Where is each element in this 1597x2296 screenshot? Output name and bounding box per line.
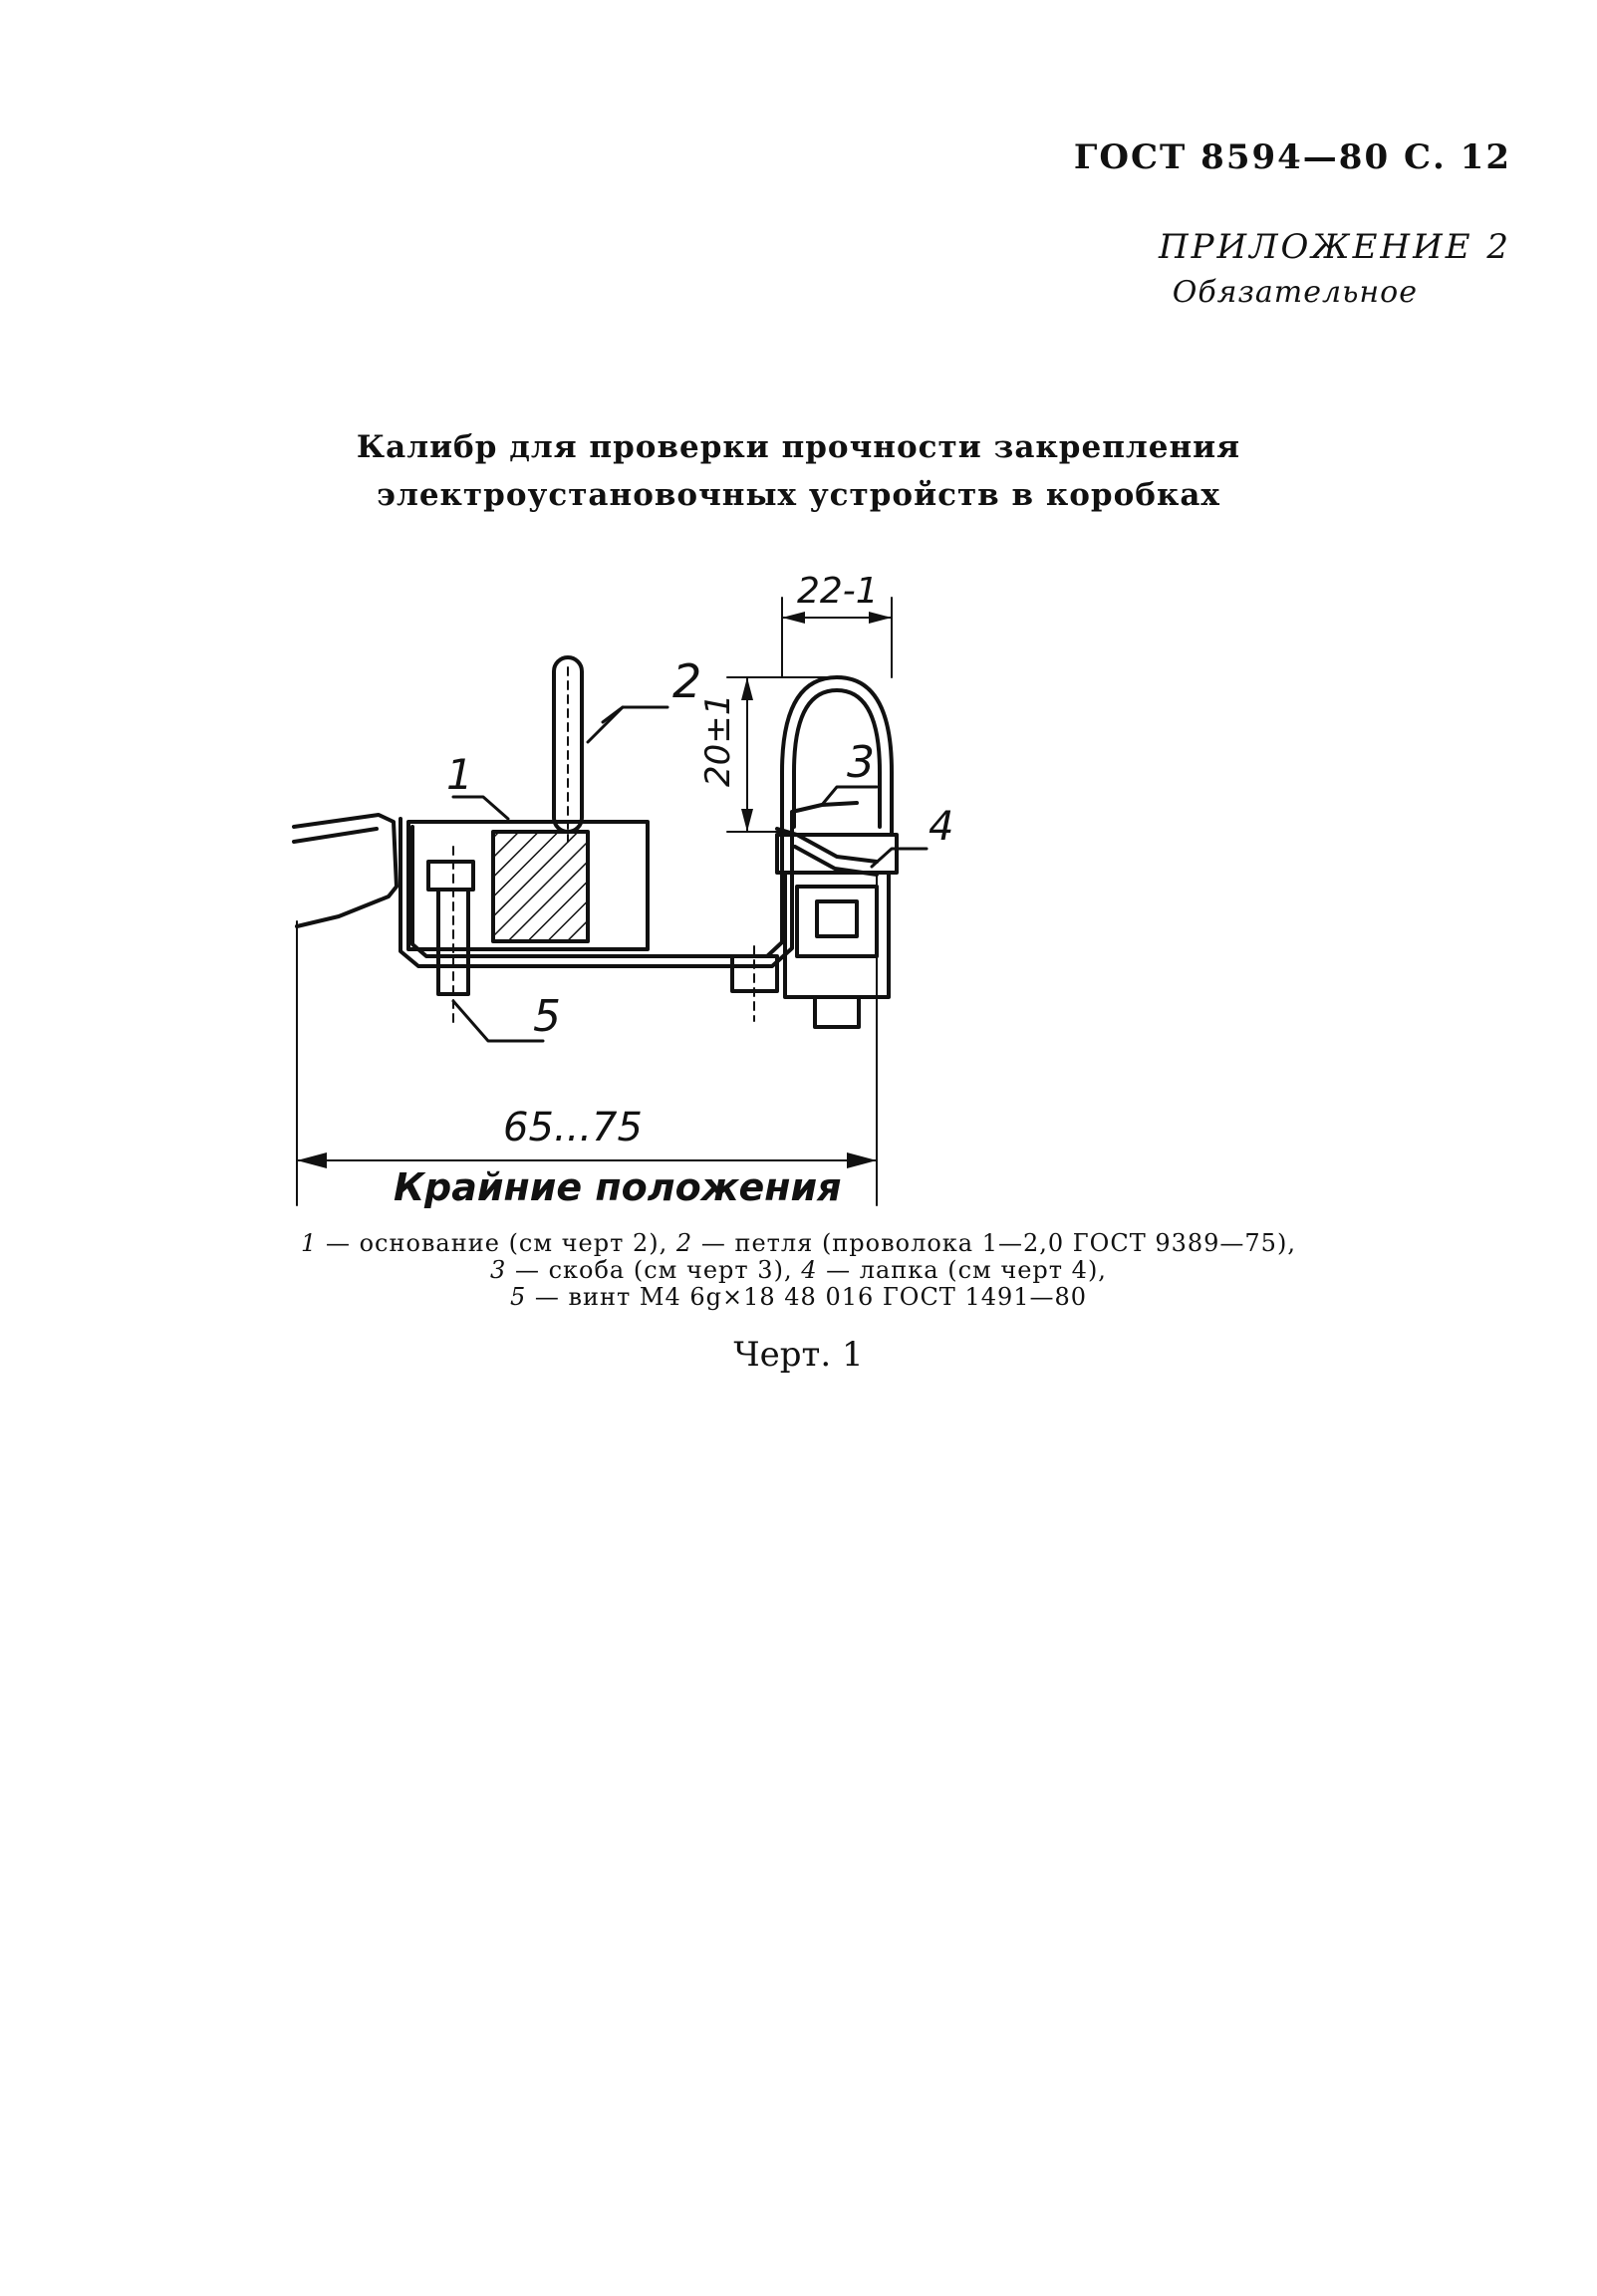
appendix-label: ПРИЛОЖЕНИЕ 2: [1158, 227, 1511, 267]
legend-text: — винт М4 6g×18 48 016 ГОСТ 1491—80: [526, 1283, 1088, 1311]
dimension-height: 20±1: [698, 693, 738, 787]
legend-number: 5: [509, 1283, 527, 1311]
legend-number: 4: [801, 1256, 818, 1284]
box-wall-left: [294, 815, 397, 926]
legend-text: — скоба (см черт 3),: [506, 1256, 802, 1284]
callout-5: 5: [533, 991, 561, 1042]
appendix-status: Обязательное: [1172, 275, 1418, 310]
legend-text: — петля (проволока 1—2,0 ГОСТ 9389—75),: [692, 1229, 1296, 1257]
legend-line: [0, 1284, 1597, 1311]
callout-4: 4: [929, 804, 954, 850]
dimension-span: 65...75: [503, 1105, 643, 1150]
legend: [0, 1230, 1597, 1311]
title-line-2: электроустановочных устройств в коробках: [377, 477, 1220, 513]
legend-number: 1: [301, 1229, 318, 1257]
legend-line: [0, 1257, 1597, 1284]
side-view-nut: [815, 997, 859, 1027]
figure-caption: Черт. 1: [733, 1335, 864, 1375]
legend-number: 3: [490, 1256, 507, 1284]
callout-3: 3: [847, 737, 875, 788]
legend-number: 2: [675, 1229, 693, 1257]
technical-drawing: [279, 558, 1345, 1215]
base-hatched-section: [493, 832, 588, 941]
callout-1: 1: [446, 750, 473, 799]
dimension-width: 22-1: [797, 571, 879, 612]
legend-text: — лапка (см черт 4),: [817, 1256, 1107, 1284]
legend-text: — основание (см черт 2),: [317, 1229, 676, 1257]
screw-head: [428, 862, 473, 890]
standard-reference: ГОСТ 8594—80 С. 12: [1073, 137, 1511, 177]
title-line-1: Калибр для проверки прочности закрепления: [356, 429, 1241, 465]
page-title: [0, 423, 1597, 519]
legend-line: [0, 1230, 1597, 1257]
dimension-span-note: Крайние положения: [394, 1165, 842, 1209]
callout-2: 2: [672, 654, 702, 708]
